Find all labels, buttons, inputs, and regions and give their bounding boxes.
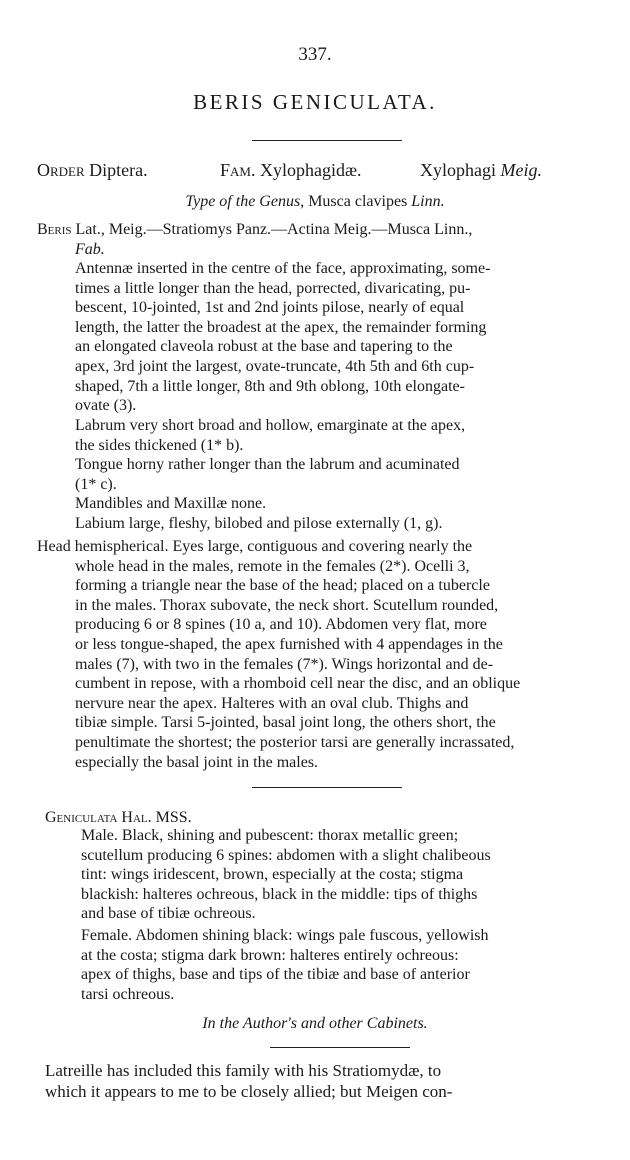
type-species: Musca clavipes: [308, 193, 408, 210]
text-line: Labrum very short broad and hollow, emarginate at the apex,: [75, 417, 466, 434]
text-line: Antennæ inserted in the centre of the face, approximating, some-: [75, 260, 491, 277]
text-line: especially the basal joint in the males.: [75, 753, 319, 771]
labium-line: Labium large, fleshy, bilobed and pilose externally (1, g).: [75, 515, 443, 532]
text-line: (1* c).: [75, 475, 117, 493]
mandibles-line: Mandibles and Maxillæ none.: [75, 495, 267, 512]
text-line: scutellum producing 6 spines: abdomen with a slight chalibeous: [81, 846, 491, 864]
labrum-paragraph: [75, 416, 465, 455]
species-heading: [45, 808, 192, 828]
divider-middle: [252, 787, 402, 788]
type-prefix: Type of the Genus,: [185, 193, 305, 210]
text-line: apex of thighs, base and tips of the tibiæ and base of anterior: [81, 966, 470, 984]
text-line: at the costa; stigma dark brown: halteres entirely ochreous:: [81, 946, 459, 964]
family-label: Fam.: [220, 160, 256, 180]
divider-top: [252, 140, 402, 141]
text-line: times a little longer than the head, porrected, divaricating, pu-: [75, 279, 471, 297]
synonymy-line: Lat., Meig.—Stratiomys Panz.—Actina Meig.—Musca Linn.,: [75, 221, 473, 238]
text-line: the sides thickened (1* b).: [75, 436, 244, 454]
female-description: [81, 926, 489, 1004]
cabinets-note: [0, 1015, 630, 1033]
text-line: Head hemispherical. Eyes large, contiguous and covering nearly the: [37, 538, 473, 555]
order-label: Order: [37, 160, 85, 180]
cabinets-text: In the Author's and other Cabinets.: [202, 1015, 428, 1032]
text-line: an elongated claveola robust at the base and tapering to the: [75, 338, 453, 356]
tongue-paragraph: [75, 455, 460, 494]
species-name: Geniculata Hal. MSS.: [45, 809, 192, 826]
family-value: Xylophagidæ.: [259, 160, 362, 180]
text-line: ovate (3).: [75, 397, 137, 415]
text-line: Tongue horny rather longer than the labrum and acuminated: [75, 456, 460, 473]
classification-line: [37, 160, 577, 181]
type-of-genus: [0, 193, 630, 211]
page-title: BERIS GENICULATA.: [193, 90, 437, 114]
text-line: tarsi ochreous.: [81, 985, 175, 1003]
text-line: and base of tibiæ ochreous.: [81, 905, 256, 923]
tribe-author: Meig.: [500, 160, 542, 180]
text-line: apex, 3rd joint the largest, ovate-truncate, 4th 5th and 6th cup-: [75, 357, 475, 375]
order-value: Diptera.: [89, 160, 148, 180]
text-line: which it appears to me to be closely allied; but Meigen con-: [45, 1082, 453, 1101]
text-line: shaped, 7th a little longer, 8th and 9th oblong, 10th elongate-: [75, 377, 465, 395]
type-author: Linn.: [411, 193, 445, 210]
male-description: [81, 826, 491, 924]
page-number: 337.: [298, 44, 332, 65]
text-line: forming a triangle near the base of the head; placed on a tubercle: [75, 577, 490, 595]
text-line: cumbent in repose, with a rhomboid cell near the disc, and an oblique: [75, 675, 521, 693]
head-description: [37, 537, 520, 772]
text-line: producing 6 or 8 spines (10 a, and 10). Abdomen very flat, more: [75, 616, 487, 634]
text-line: tibiæ simple. Tarsi 5-jointed, basal joint long, the others short, the: [75, 714, 496, 732]
text-line: in the males. Thorax subovate, the neck short. Scutellum rounded,: [75, 596, 499, 614]
text-line: penultimate the shortest; the posterior tarsi are generally incrassated,: [75, 733, 515, 751]
synonymy-line: Fab.: [75, 240, 105, 258]
text-line: blackish: halteres ochreous, black in the middle: tips of thighs: [81, 885, 478, 903]
text-line: Latreille has included this family with his Stratiomydæ, to: [45, 1061, 442, 1080]
text-line: or less tongue-shaped, the apex furnished with 4 appendages in the: [75, 635, 503, 653]
antennae-paragraph: [75, 259, 490, 416]
text-line: tint: wings iridescent, brown, especially at the costa; stigma: [81, 866, 464, 884]
text-line: males (7), with two in the females (7*). Wings horizontal and de-: [75, 655, 494, 673]
divider-bottom: [270, 1047, 410, 1048]
synonymy-paragraph: [37, 220, 472, 259]
text-line: Female. Abdomen shining black: wings pale fuscous, yellowish: [81, 927, 489, 944]
text-line: nervure near the apex. Halteres with an oval club. Thighs and: [75, 694, 469, 712]
text-line: bescent, 10-jointed, 1st and 2nd joints pilose, nearly of equal: [75, 299, 465, 317]
closing-paragraph: [45, 1060, 452, 1102]
text-line: Male. Black, shining and pubescent: thorax metallic green;: [81, 827, 459, 844]
text-line: length, the latter the broadest at the apex, the remainder forming: [75, 318, 487, 336]
text-line: whole head in the males, remote in the females (2*). Ocelli 3,: [75, 557, 470, 575]
tribe-value: Xylophagi: [420, 160, 496, 180]
genus-name: Beris: [37, 221, 72, 238]
